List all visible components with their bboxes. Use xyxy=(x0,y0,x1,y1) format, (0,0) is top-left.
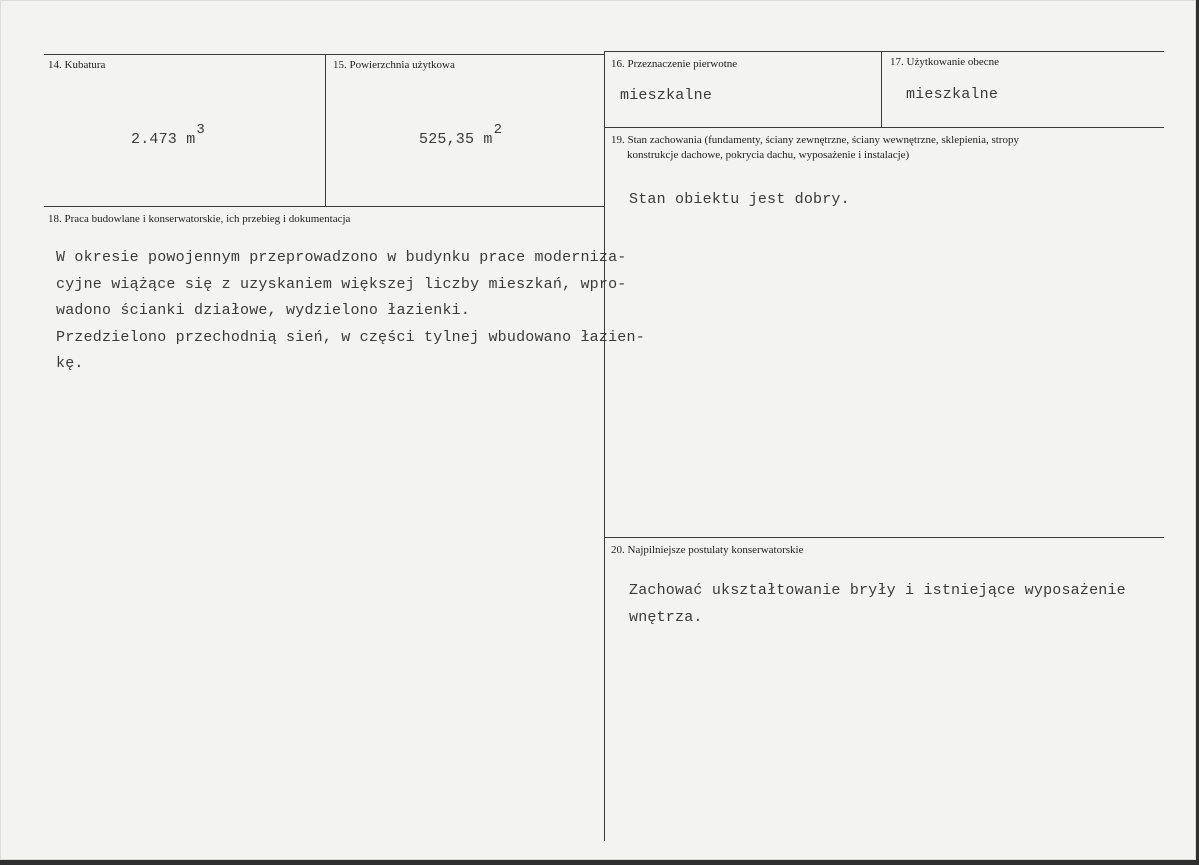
field-20-label: 20. Najpilniejsze postulaty konserwatorskie xyxy=(611,544,804,556)
field-19-label-line1: 19. Stan zachowania (fundamenty, ściany zewnętrzne, ściany wewnętrzne, sklepienia, stropy xyxy=(611,134,1019,146)
field-19-value: Stan obiektu jest dobry. xyxy=(629,191,850,208)
field-18-line: Przedzielono przechodnią sień, w części tylnej wbudowano łazien- xyxy=(56,328,645,346)
field-16-label: 16. Przeznaczenie pierwotne xyxy=(611,58,738,70)
field-18-text xyxy=(56,245,645,378)
field-18-line: wadono ścianki działowe, wydzielono łazienki. xyxy=(56,302,471,319)
field-15-number: 525,35 m xyxy=(419,131,493,148)
rule-under-16-17 xyxy=(605,127,1164,128)
rule-above-20 xyxy=(605,537,1164,538)
field-14-number: 2.473 m xyxy=(131,131,196,148)
field-17-value: mieszkalne xyxy=(906,86,999,103)
field-18-label: 18. Praca budowlane i konserwatorskie, ich przebieg i dokumentacja xyxy=(48,213,351,225)
field-18-line: cyjne wiążące się z uzyskaniem większej liczby mieszkań, wpro- xyxy=(56,275,627,293)
rule-under-14-15 xyxy=(44,206,605,207)
field-15-value xyxy=(419,122,503,148)
divider-center xyxy=(604,51,605,841)
field-20-line: Zachować ukształtowanie bryły i istniejące wyposażenie xyxy=(629,582,1126,599)
field-18-line: kę. xyxy=(56,355,84,372)
field-20-line: wnętrza. xyxy=(629,608,703,626)
field-14-label: 14. Kubatura xyxy=(48,59,106,71)
field-16-value: mieszkalne xyxy=(620,87,713,104)
field-17-label: 17. Użytkowanie obecne xyxy=(890,56,1000,68)
field-15-label: 15. Powierzchnia użytkowa xyxy=(333,59,455,71)
field-20-text xyxy=(629,578,1126,631)
field-14-unit-sup: 3 xyxy=(196,122,206,138)
field-19-label-line2: konstrukcje dachowe, pokrycia dachu, wyposażenie i instalacje) xyxy=(627,149,910,161)
top-rule-right xyxy=(605,51,1164,52)
field-18-line: W okresie powojennym przeprowadzono w budynku prace moderniza- xyxy=(56,249,627,266)
divider-14-15 xyxy=(325,54,326,206)
field-15-unit-sup: 2 xyxy=(493,122,503,138)
divider-16-17 xyxy=(881,51,882,127)
field-14-value xyxy=(131,122,206,148)
